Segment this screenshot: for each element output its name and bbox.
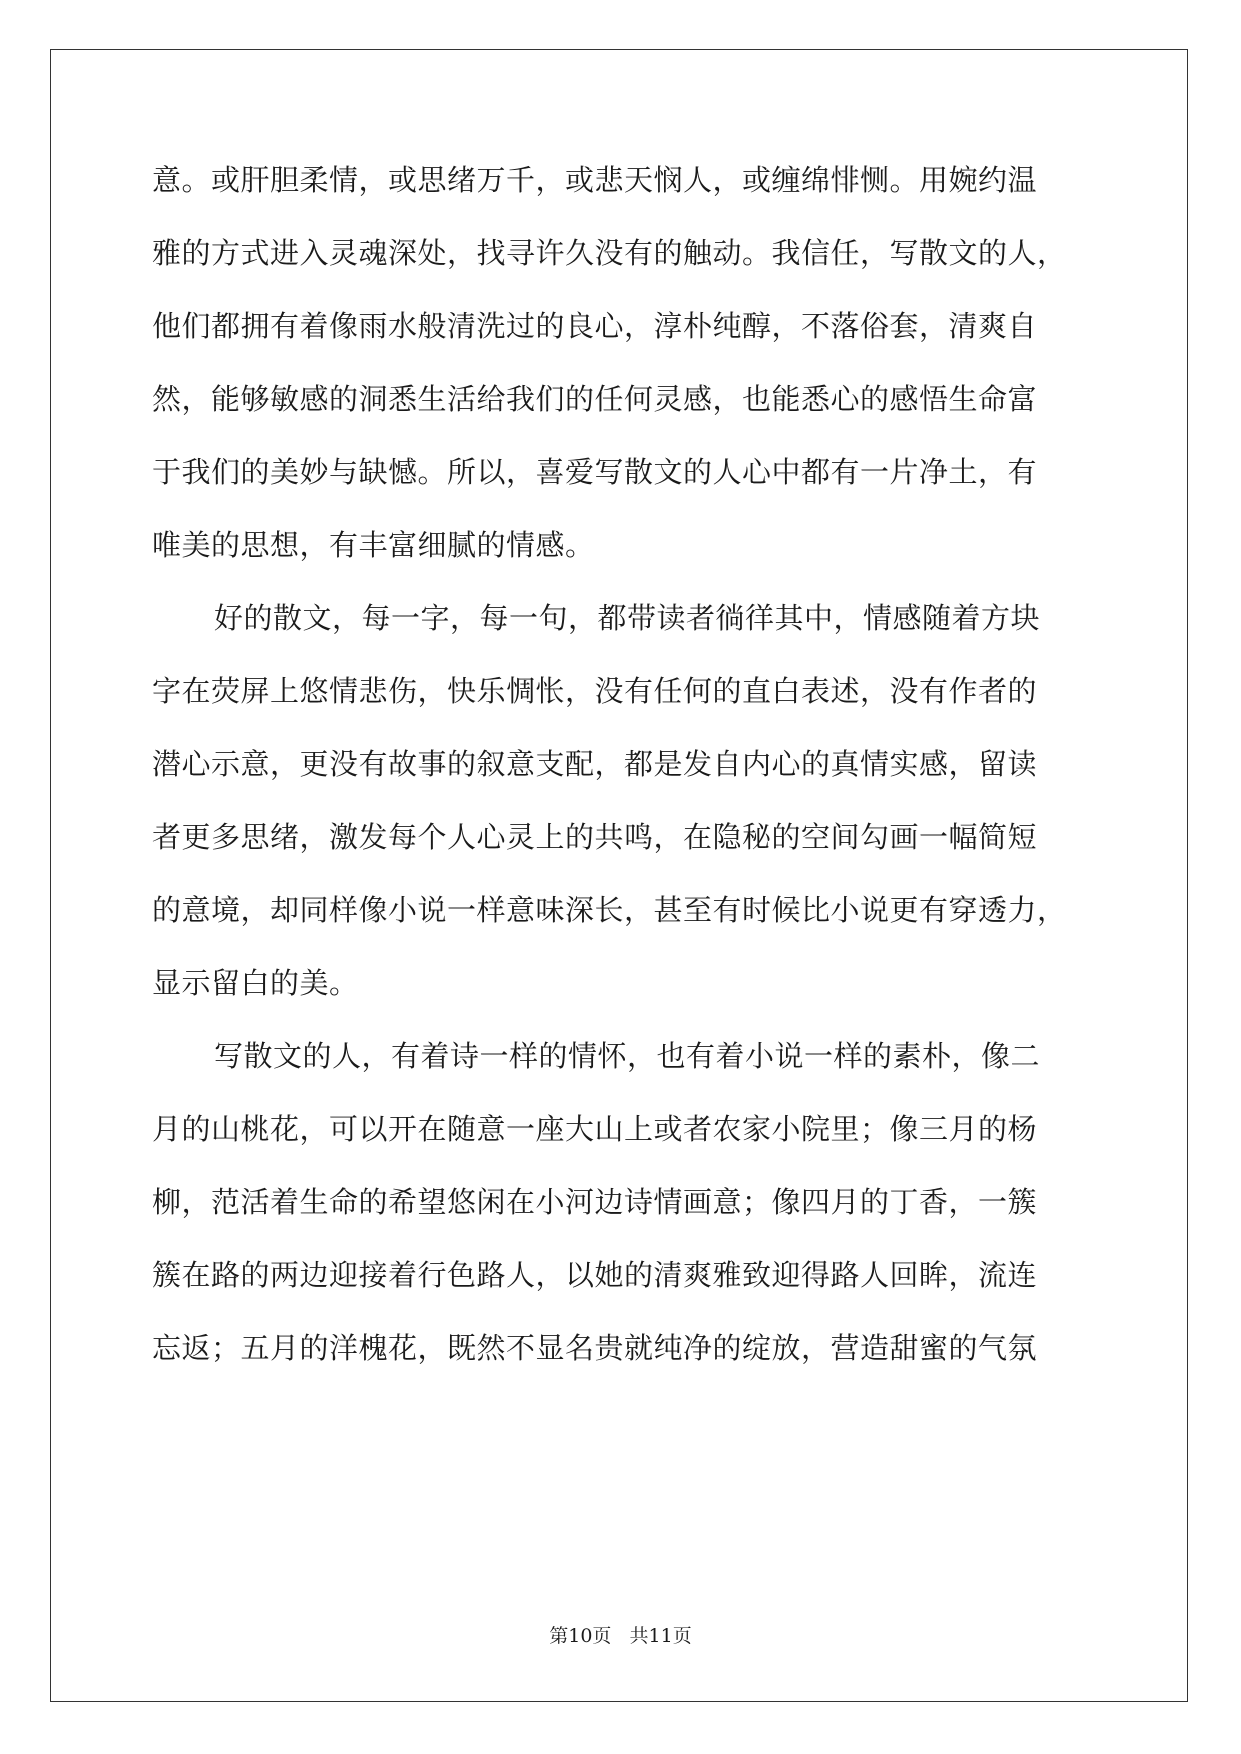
text-line-11: 的意境，却同样像小说一样意味深长，甚至有时候比小说更有穿透力，: [152, 893, 1067, 927]
text-line-9: 潜心示意，更没有故事的叙意支配，都是发自内心的真情实感，留读: [152, 747, 1038, 781]
text-line-6: 唯美的思想，有丰富细腻的情感。: [152, 528, 595, 562]
text-line-15: 柳，范活着生命的希望悠闲在小河边诗情画意；像四月的丁香，一簇: [152, 1185, 1038, 1219]
page-number: 第10页 共11页: [549, 1625, 692, 1647]
text-line-5: 于我们的美妙与缺憾。所以，喜爱写散文的人心中都有一片净土，有: [152, 455, 1038, 489]
text-line-13: 写散文的人，有着诗一样的情怀，也有着小说一样的素朴，像二: [214, 1039, 1041, 1073]
text-line-4: 然，能够敏感的洞悉生活给我们的任何灵感，也能悉心的感悟生命富: [152, 382, 1038, 416]
text-line-7: 好的散文，每一字，每一句，都带读者徜徉其中，情感随着方块: [214, 601, 1041, 635]
text-line-14: 月的山桃花，可以开在随意一座大山上或者农家小院里；像三月的杨: [152, 1112, 1038, 1146]
text-line-17: 忘返；五月的洋槐花，既然不显名贵就纯净的绽放，营造甜蜜的气氛: [152, 1331, 1038, 1365]
text-line-1: 意。或肝胆柔情，或思绪万千，或悲天悯人，或缠绵悱恻。用婉约温: [152, 163, 1038, 197]
text-line-8: 字在荧屏上悠情悲伤，快乐惆怅，没有任何的直白表述，没有作者的: [152, 674, 1038, 708]
text-line-12: 显示留白的美。: [152, 966, 359, 1000]
text-line-2: 雅的方式进入灵魂深处，找寻许久没有的触动。我信任，写散文的人，: [152, 236, 1067, 270]
text-line-10: 者更多思绪，激发每个人心灵上的共鸣，在隐秘的空间勾画一幅简短: [152, 820, 1038, 854]
text-line-3: 他们都拥有着像雨水般清洗过的良心，淳朴纯醇，不落俗套，清爽自: [152, 309, 1038, 343]
text-line-16: 簇在路的两边迎接着行色路人，以她的清爽雅致迎得路人回眸，流连: [152, 1258, 1038, 1292]
page-border: [50, 49, 1188, 1702]
